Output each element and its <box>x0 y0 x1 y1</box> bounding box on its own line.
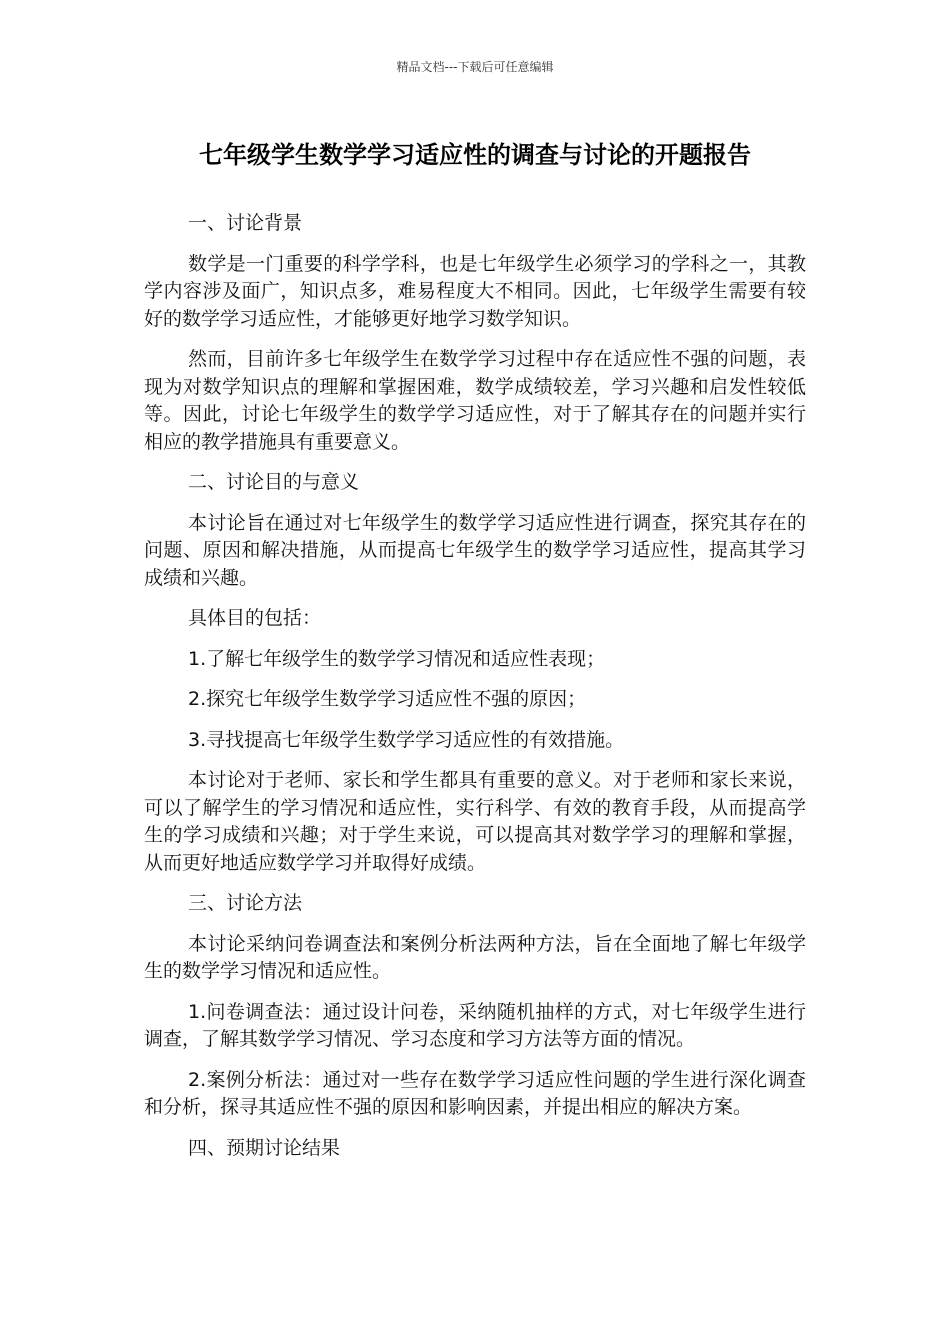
section-heading-purpose: 二、讨论目的与意义 <box>188 471 360 493</box>
list-item-purpose-3: 3.寻找提高七年级学生数学学习适应性的有效措施。 <box>188 728 625 751</box>
document-title: 七年级学生数学学习适应性的调查与讨论的开题报告 <box>199 141 751 169</box>
list-item-purpose-2: 2.探究七年级学生数学学习适应性不强的原因； <box>188 688 587 710</box>
list-item-method-2: 2.案例分析法：通过对一些存在数学学习适应性问题的学生进行深化调查和分析，探寻其适应性不强的原因和影响因素，并提出相应的解决方案。 <box>144 1068 806 1118</box>
list-item-purpose-1: 1.了解七年级学生的数学学习情况和适应性表现； <box>188 647 606 670</box>
header-note: 精品文档---下载后可任意编辑 <box>396 60 554 74</box>
paragraph-background-2: 然而，目前许多七年级学生在数学学习过程中存在适应性不强的问题，表现为对数学知识点的理解和掌握困难，数学成绩较差，学习兴趣和启发性较低等。因此，讨论七年级学生的数学学习适应性，对于了解其存在的问题并实行相应的教学措施具有重要意义。 <box>144 348 806 453</box>
paragraph-background-1: 数学是一门重要的科学学科，也是七年级学生必须学习的学科之一，其教学内容涉及面广，知识点多，难易程度大不相同。因此，七年级学生需要有较好的数学学习适应性，才能够更好地学习数学知识。 <box>144 252 806 330</box>
paragraph-significance: 本讨论对于老师、家长和学生都具有重要的意义。对于老师和家长来说，可以了解学生的学习情况和适应性，实行科学、有效的教育手段，从而提高学生的学习成绩和兴趣；对于学生来说，可以提高其对数学学习的理解和掌握，从而更好地适应数学学习并取得好成绩。 <box>144 769 806 874</box>
section-heading-expected-results: 四、预期讨论结果 <box>188 1136 341 1159</box>
paragraph-purpose-intro: 具体目的包括： <box>188 607 322 629</box>
paragraph-method-intro: 本讨论采纳问卷调查法和案例分析法两种方法，旨在全面地了解七年级学生的数学学习情况和适应性。 <box>144 932 806 982</box>
list-item-method-1: 1.问卷调查法：通过设计问卷，采纳随机抽样的方式，对七年级学生进行调查，了解其数学学习情况、学习态度和学习方法等方面的情况。 <box>144 1000 806 1050</box>
section-heading-method: 三、讨论方法 <box>188 892 303 914</box>
section-heading-background: 一、讨论背景 <box>188 212 303 234</box>
document-body <box>144 210 806 1175</box>
paragraph-purpose-1: 本讨论旨在通过对七年级学生的数学学习适应性进行调查，探究其存在的问题、原因和解决措施，从而提高七年级学生的数学学习适应性，提高其学习成绩和兴趣。 <box>144 511 806 589</box>
